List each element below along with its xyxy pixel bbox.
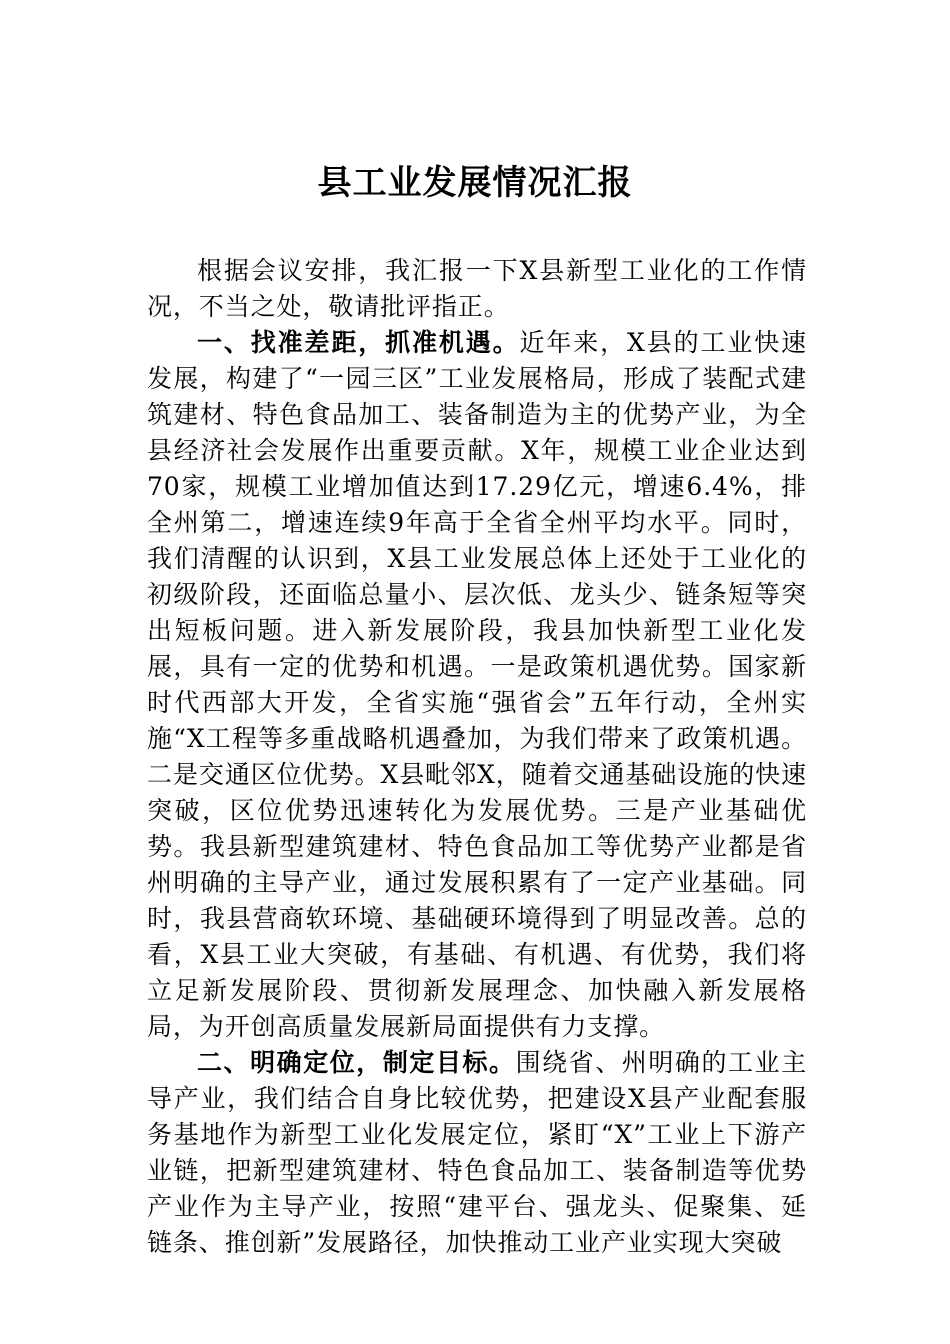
paragraph-text: 近年来，X县的工业快速发展，构建了“一园三区”工业发展格局，形成了装配式建筑建材、特色食品加工、装备制造为主的优势产业，为全县经济社会发展作出重要贡献。X年，规模工业企业达到70家，规模工业增加值达到17.29亿元，增速6.4%，排全州第二，增速连续9年高于全省全州平均水平。同时，我们清醒的认识到，X县工业发展总体上还处于工业化的初级阶段，还面临总量小、层次低、龙头少、链条短等突出短板问题。进入新发展阶段，我县加快新型工业化发展，具有一定的优势和机遇。一是政策机遇优势。国家新时代西部大开发，全省实施“强省会”五年行动，全州实施“X工程等多重战略机遇叠加，为我们带来了政策机遇。二是交通区位优势。X县毗邻X，随着交通基础设施的快速突破，区位优势迅速转化为发展优势。三是产业基础优势。我县新型建筑建材、特色食品加工等优势产业都是省州明确的主导产业，通过发展积累有了一定产业基础。同时，我县营商软环境、基础硬环境得到了明显改善。总的看，X县工业大突破，有基础、有机遇、有优势，我们将立足新发展阶段、贯彻新发展理念、加快融入新发展格局，为开创高质量发展新局面提供有力支撑。 <box>147 328 807 1041</box>
paragraph-section-1 <box>147 325 807 1045</box>
paragraph-text: 围绕省、州明确的工业主导产业，我们结合自身比较优势，把建设X县产业配套服务基地作为新型工业化发展定位，紧盯“X”工业上下游产业链，把新型建筑建材、特色食品加工、装备制造等优势产业作为主导产业，按照“建平台、强龙头、促聚集、延链条、推创新”发展路径，加快推动工业产业实现大突破 <box>147 1048 807 1257</box>
paragraph-text: 根据会议安排，我汇报一下X县新型工业化的工作情况，不当之处，敬请批评指正。 <box>147 256 807 321</box>
section-heading: 二、明确定位，制定目标。 <box>197 1048 516 1077</box>
paragraph-section-2 <box>147 1045 807 1261</box>
paragraph-intro <box>147 253 807 325</box>
document-title: 县工业发展情况汇报 <box>317 163 633 203</box>
section-heading: 一、找准差距，抓准机遇。 <box>197 328 520 357</box>
document-body <box>147 253 807 1261</box>
